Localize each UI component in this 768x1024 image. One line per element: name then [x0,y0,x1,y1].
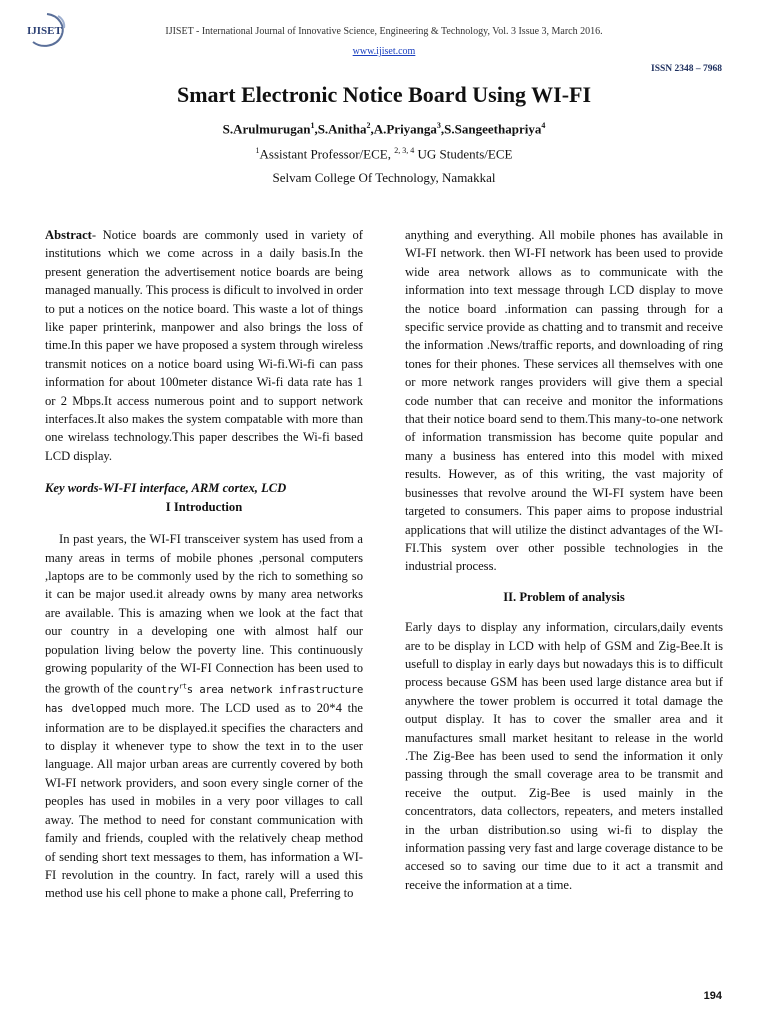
section-heading-introduction: I Introduction [165,499,243,514]
introduction-continued-paragraph: anything and everything. All mobile phones has available in WI-FI network. then WI-FI network has been used to provide wide area network allows as to communicate with the information into text message through LCD display to move the notice board .information can passing through for a specific service provide as chatting and to transmit and receive the information .News/traffic reports, and downloading of ring tones for their phones. These services all themselves with one or more network ranges providers will give them a special code number that can receive and monitor the informations that their notice board send to them.This many-to-one network of information transmission has become quite popular and many a business has entered into this model with mixed results. However, as of this writing, the vast majority of businesses that revolve around the WI-FI system have been targeted to consumers. This paper aims to propose industrial applications that will utilize the distinct advantages of the WI-FI.This system over other possible technologies in the industrial process. [405,228,723,574]
author-list: S.Arulmurugan$^1$,S.Anitha$^2$,A.Priyanga$^3$,S.Sangeethapriya$^4$ [222,121,546,137]
author-sup: 1 [310,121,315,130]
author-sup: 2 [366,121,371,130]
section-heading-problem-analysis: II. Problem of analysis [503,589,625,604]
author-name: S.Anitha [317,121,367,137]
college-name: Selvam College Of Technology, Namakkal [272,170,496,185]
problem-analysis-paragraph: Early days to display any information, circulars,daily events are to be display in LCD with help of GSM and Zig-Bee.It is usefull to display in early days but nowadays this is to difficult process because GSM has been used large distance area but if anywhere the tower problem is occurred it total damage the output display. It has to cover the smaller area and it manufactures small market hesitant to release in the world .The Zig-Bee has been used to send the information it only passing through the small coverage area to be transmit and receive the output. Zig-Bee is used mainly in the concentrators, data collectors, repeaters, and meters installed in the urban distribution.so using wi-fi to display the information passing very fast and large coverage distance to be accesed so to saving our time due to it act a transmit and receive the information at a time. [405,620,723,892]
monospace-fragment: country$^{rt}$s area network infrastructure has dvelopped [45,682,363,716]
logo-text: IJISET [27,25,62,37]
author-name: S.Arulmurugan [222,121,311,137]
abstract-label: Abstract [45,228,92,242]
left-column [45,226,363,903]
paper-title: Smart Electronic Notice Board Using WI-FI [176,82,592,107]
issn-label: ISSN 2348 – 7968 [651,64,722,74]
journal-citation: IJISET - International Journal of Innovative Science, Engineering & Technology, Vol. 3 Issue 3, March 2016. [165,26,603,37]
author-sup: 4 [541,121,546,130]
author-sup: 3 [436,121,441,130]
abstract-paragraph [45,226,363,465]
introduction-paragraph: In past years, the WI-FI transceiver system has used from a many areas in terms of mobile phones ,personal computers ,laptops are to be commonly used by the rich to something so it can be major used.it already owns by many area networks are available. This is amazing when we look at the fact that our country in a developing one with almost half our population living below the poverty line. This continuously growing popularity of the WI-FI Connection has been used to the growth of the country$^{rt}$s area network infrastructure has dvelopped much more. The LCD used as to 20*4 the information are to be displayed.it specifies the characters and to display it whenever type to show the text in to the user language. All major urban areas are currently covered by both WI-FI network providers, and soon every single corner of the peoples has used in mobiles in a very poor villages to call away. The method to need for constant communication with family and friends, coupled with the relatively cheap method of sending short text messages to them, has information a WI-FI revolution in the country. In fact, rarely will a used this method use his cell phone to make a phone call, Preferring to [45,532,363,901]
abstract-text: - Notice boards are commonly used in variety of institutions which we come across in a daily basis.In the present generation the advertisement notice boards are being managed manually. This process is dificult to involved in order to put a notices on the notice board. This waste a lot of things like paper printerink, manpower and also brings the loss of time.In this paper we have proposed a system through wireless transmit notices on a notice board using Wi-fi.Wi-fi can pass information for about 100meter distance Wi-fi data rate has 1 or 2 Mbps.It access numerous point and to support network interfaces.It also makes the system compatable with more than one wirelass technology.This paper describes the Wi-fi based LCD display. [45,228,363,463]
author-name: S.Sangeethapriya [444,121,542,137]
keywords: Key words-WI-FI interface, ARM cortex, LCD [45,481,287,496]
author-affiliation: $^1$Assistant Professor/ECE, $^{2, 3, 4}$ UG Students/ECE [255,146,513,162]
author-name: A.Priyanga [373,121,437,137]
right-column [405,226,723,894]
page-number: 194 [703,990,722,1002]
journal-url-link[interactable]: www.ijiset.com [352,46,416,57]
